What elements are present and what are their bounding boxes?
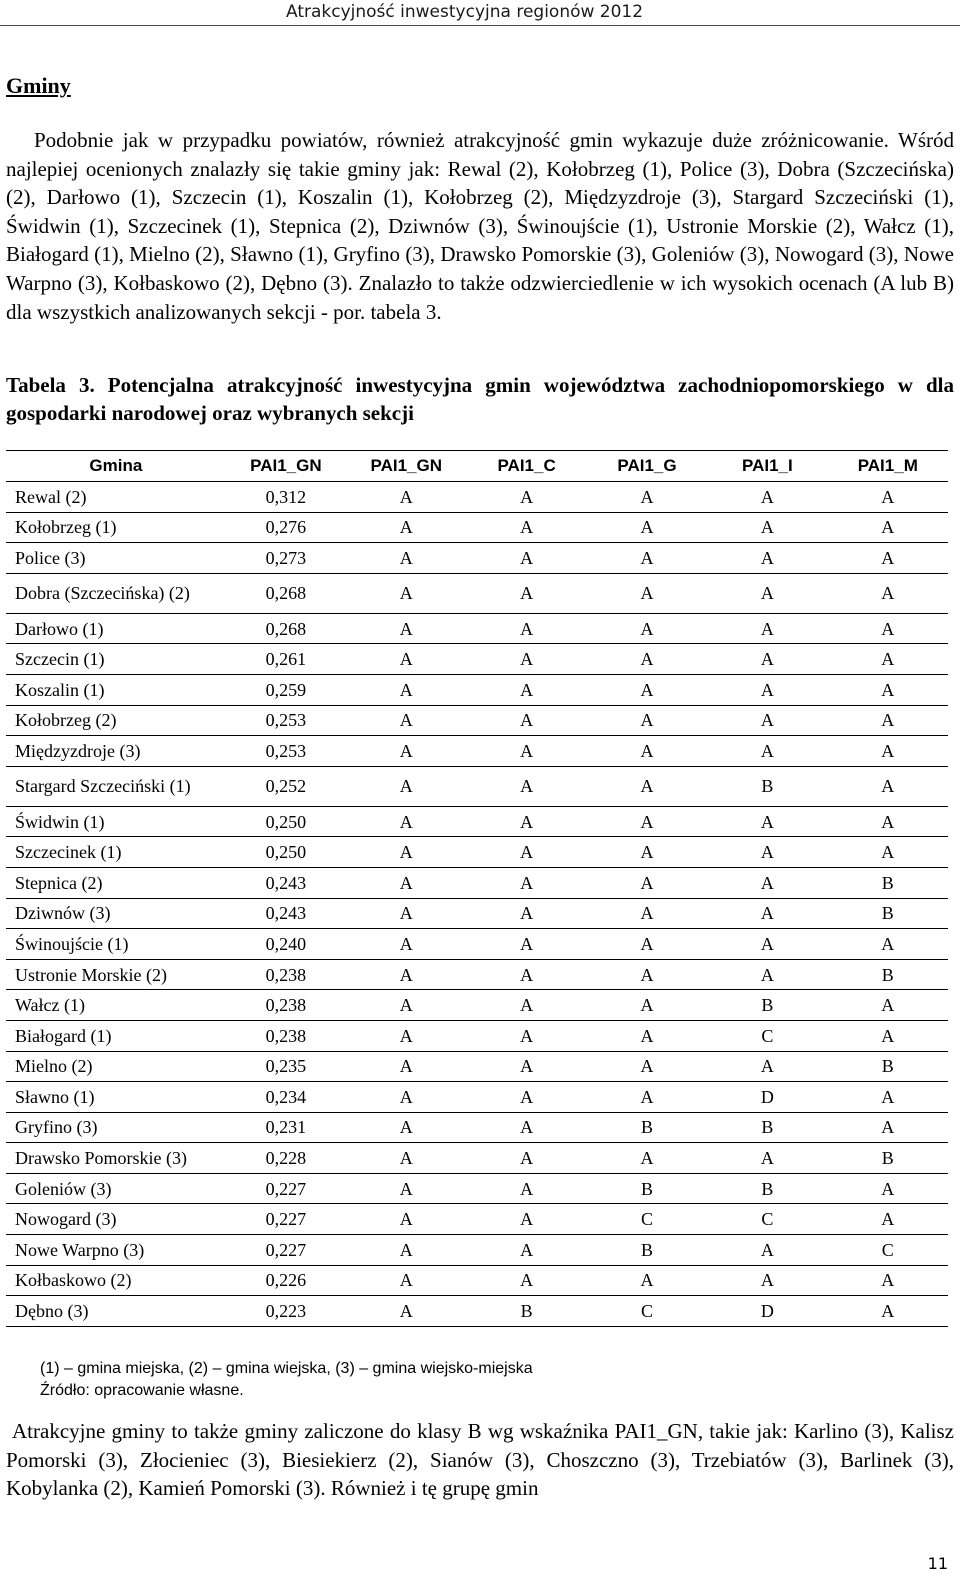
- value-cell: A: [707, 806, 827, 837]
- value-cell: B: [707, 1173, 827, 1204]
- value-cell: A: [346, 867, 466, 898]
- value-cell: A: [346, 898, 466, 929]
- value-cell: A: [828, 736, 948, 767]
- value-cell: D: [707, 1296, 827, 1327]
- value-cell: A: [346, 736, 466, 767]
- value-cell: A: [707, 543, 827, 574]
- table-row: [6, 1020, 948, 1051]
- column-header: PAI1_C: [466, 451, 586, 482]
- value-cell: C: [587, 1296, 707, 1327]
- value-cell: A: [346, 674, 466, 705]
- value-cell: C: [587, 1204, 707, 1235]
- value-cell: A: [587, 806, 707, 837]
- value-cell: A: [587, 482, 707, 513]
- column-header: PAI1_I: [707, 451, 827, 482]
- value-cell: A: [707, 644, 827, 675]
- value-cell: A: [828, 644, 948, 675]
- value-cell: A: [466, 959, 586, 990]
- table-row: [6, 929, 948, 960]
- value-cell: C: [707, 1204, 827, 1235]
- value-cell: 0,268: [226, 573, 346, 613]
- value-cell: A: [466, 1204, 586, 1235]
- value-cell: 0,227: [226, 1235, 346, 1266]
- municipality-cell: Wałcz (1): [6, 990, 226, 1021]
- table-row: [6, 736, 948, 767]
- table-row: [6, 1051, 948, 1082]
- municipality-cell: Mielno (2): [6, 1051, 226, 1082]
- value-cell: A: [587, 736, 707, 767]
- municipality-cell: Drawsko Pomorskie (3): [6, 1143, 226, 1174]
- value-cell: A: [707, 482, 827, 513]
- table-row: [6, 1204, 948, 1235]
- municipality-cell: Świdwin (1): [6, 806, 226, 837]
- table-row: [6, 1112, 948, 1143]
- value-cell: 0,238: [226, 990, 346, 1021]
- value-cell: A: [346, 766, 466, 806]
- value-cell: A: [466, 766, 586, 806]
- municipality-cell: Świnoujście (1): [6, 929, 226, 960]
- value-cell: A: [707, 674, 827, 705]
- paragraph-continuation: Atrakcyjne gminy to także gminy zaliczone do klasy B wg wskaźnika PAI1_GN, takie jak: Karlino (3), Kalisz Pomorski (3), Złocieniec (3), Biesiekierz (2), Sianów (3), Choszczno (3), Trzebiatów (3), Barlinek (3), Kobylanka (2), Kamień Pomorski (3). Również i tę grupę gmin: [6, 1419, 954, 1501]
- municipality-cell: Rewal (2): [6, 482, 226, 513]
- table-row: [6, 1143, 948, 1174]
- value-cell: A: [828, 482, 948, 513]
- header-title: Atrakcyjność inwestycyjna regionów 2012: [286, 2, 644, 22]
- value-cell: A: [466, 1173, 586, 1204]
- value-cell: 0,252: [226, 766, 346, 806]
- value-cell: A: [587, 929, 707, 960]
- municipality-cell: Darłowo (1): [6, 613, 226, 644]
- value-cell: A: [346, 806, 466, 837]
- municipality-cell: Police (3): [6, 543, 226, 574]
- value-cell: A: [346, 482, 466, 513]
- value-cell: A: [346, 837, 466, 868]
- table-caption: Tabela 3. Potencjalna atrakcyjność inwestycyjna gmin województwa zachodniopomorskiego w dla gospodarki narodowej oraz wybranych sekcji: [6, 373, 954, 425]
- value-cell: A: [587, 1265, 707, 1296]
- municipality-cell: Szczecin (1): [6, 644, 226, 675]
- value-cell: A: [587, 512, 707, 543]
- value-cell: A: [466, 929, 586, 960]
- value-cell: A: [828, 1020, 948, 1051]
- value-cell: A: [587, 543, 707, 574]
- value-cell: A: [346, 644, 466, 675]
- value-cell: A: [346, 1173, 466, 1204]
- municipality-cell: Kołobrzeg (2): [6, 705, 226, 736]
- value-cell: A: [346, 1204, 466, 1235]
- municipality-cell: Białogard (1): [6, 1020, 226, 1051]
- value-cell: B: [707, 990, 827, 1021]
- value-cell: 0,238: [226, 959, 346, 990]
- value-cell: 0,227: [226, 1204, 346, 1235]
- column-header: PAI1_G: [587, 451, 707, 482]
- value-cell: A: [466, 736, 586, 767]
- value-cell: A: [587, 644, 707, 675]
- value-cell: A: [828, 1265, 948, 1296]
- value-cell: A: [466, 837, 586, 868]
- value-cell: 0,238: [226, 1020, 346, 1051]
- value-cell: A: [466, 806, 586, 837]
- value-cell: A: [707, 898, 827, 929]
- value-cell: A: [828, 1204, 948, 1235]
- value-cell: A: [466, 613, 586, 644]
- value-cell: A: [828, 705, 948, 736]
- value-cell: 0,268: [226, 613, 346, 644]
- municipality-cell: Gryfino (3): [6, 1112, 226, 1143]
- value-cell: A: [828, 837, 948, 868]
- value-cell: A: [346, 1143, 466, 1174]
- table-row: [6, 705, 948, 736]
- municipality-cell: Szczecinek (1): [6, 837, 226, 868]
- value-cell: A: [587, 613, 707, 644]
- table-row: [6, 1235, 948, 1266]
- value-cell: A: [587, 990, 707, 1021]
- column-header: PAI1_GN: [226, 451, 346, 482]
- value-cell: A: [466, 512, 586, 543]
- value-cell: A: [587, 959, 707, 990]
- municipality-cell: Nowe Warpno (3): [6, 1235, 226, 1266]
- municipality-cell: Dobra (Szczecińska) (2): [6, 573, 226, 613]
- value-cell: 0,243: [226, 867, 346, 898]
- value-cell: A: [587, 1082, 707, 1113]
- value-cell: B: [828, 898, 948, 929]
- municipality-cell: Ustronie Morskie (2): [6, 959, 226, 990]
- data-table: [6, 450, 948, 1327]
- table-row: [6, 543, 948, 574]
- table-row: [6, 1265, 948, 1296]
- table-row: [6, 959, 948, 990]
- value-cell: A: [346, 1235, 466, 1266]
- value-cell: 0,253: [226, 705, 346, 736]
- value-cell: A: [828, 990, 948, 1021]
- municipality-cell: Stepnica (2): [6, 867, 226, 898]
- value-cell: C: [707, 1020, 827, 1051]
- table-row: [6, 482, 948, 513]
- value-cell: A: [587, 1020, 707, 1051]
- page-header: [0, 0, 960, 26]
- value-cell: A: [707, 573, 827, 613]
- value-cell: A: [346, 929, 466, 960]
- value-cell: A: [828, 1296, 948, 1327]
- value-cell: 0,312: [226, 482, 346, 513]
- value-cell: 0,261: [226, 644, 346, 675]
- municipality-cell: Sławno (1): [6, 1082, 226, 1113]
- value-cell: A: [828, 806, 948, 837]
- value-cell: B: [587, 1235, 707, 1266]
- municipality-cell: Koszalin (1): [6, 674, 226, 705]
- value-cell: A: [707, 705, 827, 736]
- value-cell: A: [828, 543, 948, 574]
- footnote: (1) – gmina miejska, (2) – gmina wiejska, (3) – gmina wiejsko-miejska: [40, 1360, 533, 1377]
- table-row: [6, 1173, 948, 1204]
- value-cell: A: [828, 613, 948, 644]
- source-note: Źródło: opracowanie własne.: [40, 1382, 244, 1399]
- value-cell: A: [346, 990, 466, 1021]
- value-cell: A: [707, 1051, 827, 1082]
- value-cell: A: [707, 613, 827, 644]
- value-cell: A: [466, 1051, 586, 1082]
- value-cell: A: [466, 867, 586, 898]
- table-row: [6, 613, 948, 644]
- municipality-cell: Nowogard (3): [6, 1204, 226, 1235]
- value-cell: A: [828, 929, 948, 960]
- value-cell: 0,226: [226, 1265, 346, 1296]
- value-cell: A: [346, 705, 466, 736]
- value-cell: A: [466, 898, 586, 929]
- table-row: [6, 806, 948, 837]
- value-cell: A: [346, 1265, 466, 1296]
- value-cell: A: [587, 898, 707, 929]
- value-cell: A: [346, 512, 466, 543]
- value-cell: 0,228: [226, 1143, 346, 1174]
- column-header: PAI1_GN: [346, 451, 466, 482]
- value-cell: A: [466, 990, 586, 1021]
- value-cell: A: [346, 1082, 466, 1113]
- value-cell: A: [707, 959, 827, 990]
- municipality-cell: Kołbaskowo (2): [6, 1265, 226, 1296]
- value-cell: B: [466, 1296, 586, 1327]
- value-cell: A: [466, 1143, 586, 1174]
- value-cell: A: [828, 766, 948, 806]
- value-cell: A: [707, 929, 827, 960]
- value-cell: 0,231: [226, 1112, 346, 1143]
- value-cell: A: [466, 1265, 586, 1296]
- municipality-cell: Goleniów (3): [6, 1173, 226, 1204]
- value-cell: A: [587, 705, 707, 736]
- municipality-cell: Dębno (3): [6, 1296, 226, 1327]
- table-body: [6, 482, 948, 1327]
- value-cell: A: [707, 1143, 827, 1174]
- value-cell: A: [466, 644, 586, 675]
- value-cell: A: [707, 736, 827, 767]
- value-cell: A: [828, 512, 948, 543]
- value-cell: A: [466, 573, 586, 613]
- value-cell: A: [587, 573, 707, 613]
- table-notes: [40, 1358, 533, 1402]
- value-cell: A: [828, 1082, 948, 1113]
- value-cell: B: [828, 959, 948, 990]
- value-cell: A: [466, 1112, 586, 1143]
- municipality-cell: Dziwnów (3): [6, 898, 226, 929]
- value-cell: 0,253: [226, 736, 346, 767]
- value-cell: A: [346, 959, 466, 990]
- table-row: [6, 674, 948, 705]
- municipality-cell: Stargard Szczeciński (1): [6, 766, 226, 806]
- value-cell: B: [828, 1051, 948, 1082]
- value-cell: A: [466, 1020, 586, 1051]
- value-cell: A: [587, 1143, 707, 1174]
- section-title: Gminy: [6, 73, 71, 98]
- value-cell: 0,227: [226, 1173, 346, 1204]
- table-row: [6, 1296, 948, 1327]
- value-cell: B: [828, 1143, 948, 1174]
- table-row: [6, 867, 948, 898]
- value-cell: A: [466, 543, 586, 574]
- value-cell: A: [346, 543, 466, 574]
- value-cell: 0,234: [226, 1082, 346, 1113]
- value-cell: A: [828, 1112, 948, 1143]
- value-cell: A: [346, 573, 466, 613]
- value-cell: A: [707, 1265, 827, 1296]
- value-cell: A: [587, 1051, 707, 1082]
- value-cell: A: [587, 766, 707, 806]
- value-cell: 0,276: [226, 512, 346, 543]
- table-header-row: [6, 451, 948, 482]
- value-cell: A: [346, 1020, 466, 1051]
- value-cell: 0,235: [226, 1051, 346, 1082]
- value-cell: 0,259: [226, 674, 346, 705]
- municipality-cell: Międzyzdroje (3): [6, 736, 226, 767]
- value-cell: B: [587, 1173, 707, 1204]
- value-cell: C: [828, 1235, 948, 1266]
- value-cell: A: [466, 674, 586, 705]
- value-cell: A: [346, 1296, 466, 1327]
- column-header: Gmina: [6, 451, 226, 482]
- value-cell: A: [707, 512, 827, 543]
- value-cell: A: [466, 705, 586, 736]
- value-cell: A: [828, 674, 948, 705]
- table-row: [6, 837, 948, 868]
- value-cell: A: [587, 837, 707, 868]
- value-cell: A: [346, 1051, 466, 1082]
- value-cell: A: [466, 1235, 586, 1266]
- value-cell: 0,240: [226, 929, 346, 960]
- value-cell: B: [828, 867, 948, 898]
- table-row: [6, 898, 948, 929]
- table-row: [6, 512, 948, 543]
- value-cell: A: [587, 867, 707, 898]
- value-cell: 0,250: [226, 806, 346, 837]
- value-cell: 0,243: [226, 898, 346, 929]
- table-row: [6, 573, 948, 613]
- value-cell: 0,273: [226, 543, 346, 574]
- value-cell: A: [707, 867, 827, 898]
- table-row: [6, 1082, 948, 1113]
- table-row: [6, 766, 948, 806]
- value-cell: A: [466, 1082, 586, 1113]
- municipality-cell: Kołobrzeg (1): [6, 512, 226, 543]
- table-row: [6, 644, 948, 675]
- paragraph-intro: Podobnie jak w przypadku powiatów, również atrakcyjność gmin wykazuje duże zróżnicowanie. Wśród najlepiej ocenionych znalazły się takie gminy jak: Rewal (2), Kołobrzeg (1), Police (3), Dobra (Szczecińska) (2), Darłowo (1), Szczecin (1), Koszalin (1), Kołobrzeg (2), Międzyzdroje (3), Stargard Szczeciński (1), Świdwin (1), Szczecinek (1), Stepnica (2), Dziwnów (3), Świnoujście (1), Ustronie Morskie (2), Wałcz (1), Białogard (1), Mielno (2), Sławno (1), Gryfino (3), Drawsko Pomorskie (3), Goleniów (3), Nowogard (3), Nowe Warpno (3), Kołbaskowo (2), Dębno (3). Znalazło to także odzwierciedlenie w ich wysokich ocenach (A lub B) dla wszystkich analizowanych sekcji - por. tabela 3.: [6, 128, 954, 324]
- value-cell: B: [707, 766, 827, 806]
- page-number: 11: [927, 1554, 948, 1573]
- value-cell: B: [587, 1112, 707, 1143]
- value-cell: A: [346, 1112, 466, 1143]
- table-row: [6, 990, 948, 1021]
- value-cell: D: [707, 1082, 827, 1113]
- value-cell: A: [587, 674, 707, 705]
- column-header: PAI1_M: [828, 451, 948, 482]
- value-cell: B: [707, 1112, 827, 1143]
- value-cell: A: [707, 837, 827, 868]
- value-cell: A: [466, 482, 586, 513]
- value-cell: 0,223: [226, 1296, 346, 1327]
- value-cell: A: [828, 1173, 948, 1204]
- value-cell: A: [346, 613, 466, 644]
- value-cell: A: [828, 573, 948, 613]
- value-cell: A: [707, 1235, 827, 1266]
- value-cell: 0,250: [226, 837, 346, 868]
